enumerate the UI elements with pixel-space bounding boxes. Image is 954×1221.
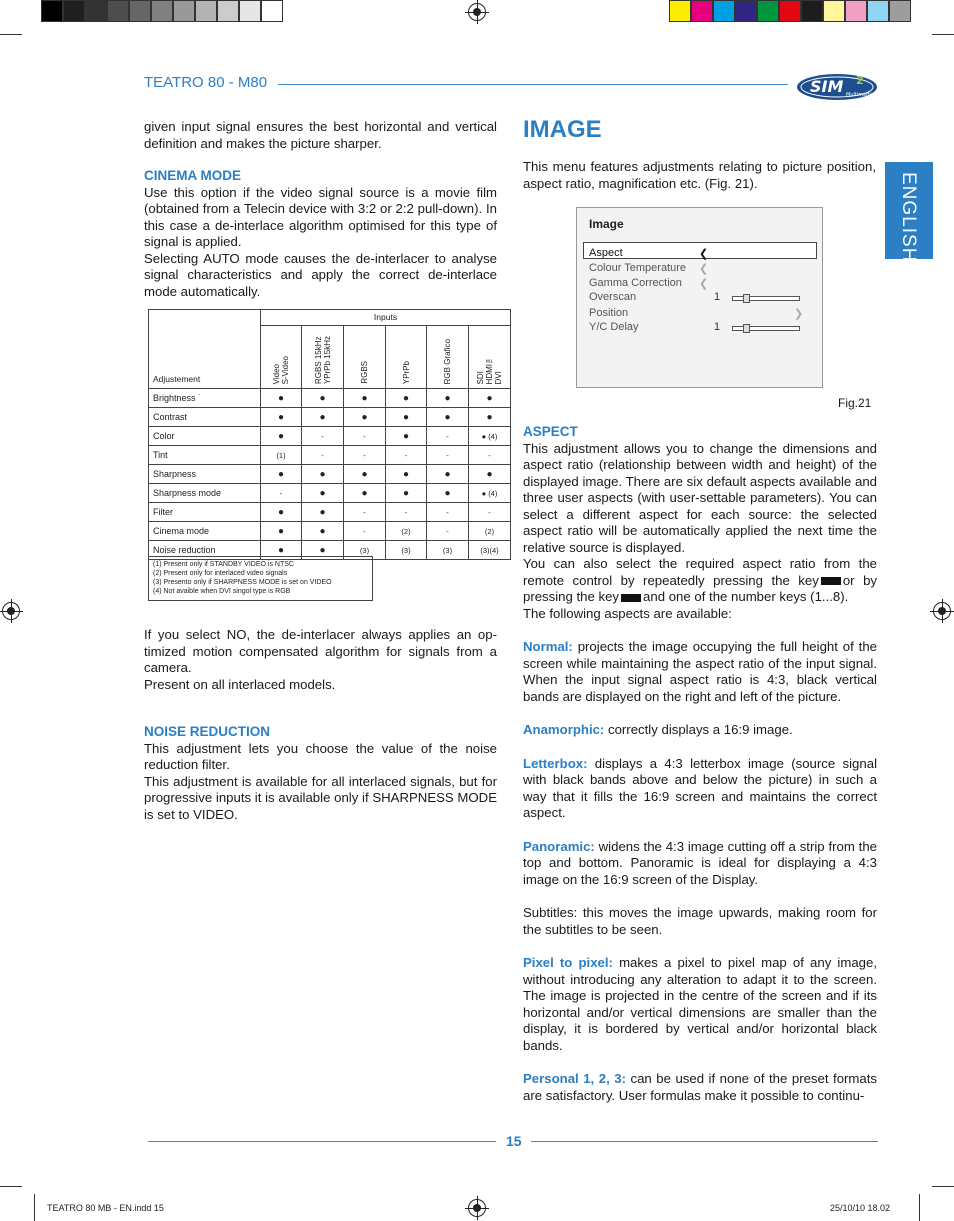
table-cell: ● <box>469 465 511 484</box>
normal-text: projects the image occupying the full height of the screen while maintaining the aspect ratio of the input signal. When the input signal aspect ratio is 4:3, black vertical bands are displayed on the right and left of the picture. <box>523 639 877 704</box>
table-cell: ● <box>261 503 302 522</box>
intro-paragraph: given input signal ensures the best horizontal and vertical definition and makes the picture sharper. <box>144 119 497 151</box>
table-cell: - <box>344 503 386 522</box>
color-swatch <box>713 0 735 22</box>
table-cell: ● <box>302 522 344 541</box>
gray-swatch <box>195 0 217 22</box>
table-cell: - <box>344 522 386 541</box>
table-cell: - <box>469 446 511 465</box>
menu-item[interactable] <box>589 277 804 291</box>
table-cell: - <box>302 446 344 465</box>
footer-rule-right <box>531 1141 878 1142</box>
table-row <box>149 408 511 427</box>
menu-item-label: Colour Temperature <box>589 262 687 274</box>
input-column-header: YPrPb <box>386 325 427 388</box>
table-cell: ● <box>302 408 344 427</box>
table-cell: ● <box>469 389 511 408</box>
menu-title: Image <box>589 217 624 231</box>
footer-rule-left <box>148 1141 496 1142</box>
color-swatch <box>823 0 845 22</box>
row-label: Color <box>149 427 261 446</box>
table-cell: ● <box>261 408 302 427</box>
no-mode-paragraph: If you select NO, the de-interlacer always applies an op-timized motion compensated algorithm for signals from a camera. <box>144 627 497 675</box>
remote-text-1: You can also select the required aspect ratio from the remote control by repeatedly pressing the key <box>523 556 877 588</box>
noise-reduction-heading: NOISE REDUCTION <box>144 724 271 739</box>
row-label: Brightness ˙ <box>149 389 261 408</box>
table-cell: ● <box>261 541 302 560</box>
cinema-mode-heading: CINEMA MODE <box>144 168 241 183</box>
color-swatch <box>669 0 691 22</box>
table-cell: - <box>427 427 469 446</box>
row-label: Filter <box>149 503 261 522</box>
overscan-slider[interactable] <box>732 296 800 301</box>
anamorphic-paragraph <box>523 722 877 739</box>
aspects-list-intro: The following aspects are available: <box>523 605 732 621</box>
table-row <box>149 522 511 541</box>
color-swatch <box>757 0 779 22</box>
table-note: (4) Not avaible when DVI singol type is RGB <box>153 588 291 595</box>
table-cell: (3) <box>427 541 469 560</box>
slider-thumb[interactable] <box>743 294 750 303</box>
gray-swatch <box>41 0 63 22</box>
table-cell: ● <box>427 389 469 408</box>
left-column <box>144 119 497 300</box>
table-cell: - <box>302 427 344 446</box>
menu-item-label: Aspect <box>589 247 623 259</box>
registration-mark-icon <box>933 602 951 620</box>
registration-mark-icon <box>468 1199 486 1217</box>
cinema-mode-paragraph-2: Selecting AUTO mode causes the de-interlacer to analyse signal characteristics and apply the correct de-interlace mode automatically. <box>144 250 497 299</box>
table-cell: - <box>344 446 386 465</box>
row-label: Cinema mode <box>149 522 261 541</box>
table-cell: ● <box>302 484 344 503</box>
registration-mark-icon <box>2 602 20 620</box>
input-column-header: RGB Grafico <box>427 325 469 388</box>
registration-mark-icon <box>468 3 486 21</box>
gray-swatch <box>261 0 283 22</box>
aspect-paragraph: This adjustment allows you to change the dimensions and aspect ratio (relationship between width and height) of the displayed image. There are six default aspects available and three user aspects (with user-settable parameters). You can select a different aspect for each source: the selected aspect ratio will be automatically applied the next time the relative source is displayed. <box>523 440 877 555</box>
chevron-left-icon: ❮ <box>699 278 709 290</box>
table-row <box>149 427 511 446</box>
anamorphic-text: correctly displays a 16:9 image. <box>604 722 793 737</box>
chevron-left-icon: ❮ <box>699 248 709 260</box>
crop-mark <box>34 1194 35 1221</box>
language-tab-label: ENGLISH <box>898 172 919 263</box>
svg-text:Multimedia: Multimedia <box>846 92 874 98</box>
normal-label: Normal: <box>523 639 573 654</box>
menu-item-value: 1 <box>714 321 721 333</box>
menu-item-label: Gamma Correction <box>589 277 682 289</box>
color-swatch <box>779 0 801 22</box>
aspect-heading: ASPECT <box>523 424 578 439</box>
row-label: Contrast <box>149 408 261 427</box>
color-swatch <box>845 0 867 22</box>
anamorphic-label: Anamorphic: <box>523 722 605 737</box>
crop-mark <box>0 1186 22 1187</box>
sim2-logo <box>796 70 878 102</box>
table-cell: ● <box>344 484 386 503</box>
pixel-text: makes a pixel to pixel map of any image, without introducing any alteration to adapt it to the screen. The image is projected in the centre of the screen and if its horizontal and/or vertical dimensions are smaller than the display, it is bordered by vertical and/or horizontal black bands. <box>523 955 877 1053</box>
slider-thumb[interactable] <box>743 324 750 333</box>
crop-mark <box>932 34 954 35</box>
table-cell: ● (4) <box>469 427 511 446</box>
letterbox-paragraph <box>523 756 877 822</box>
table-cell: ● <box>427 465 469 484</box>
personal-text: can be used if none of the preset formats are satisfactory. User formulas make it possible to continu- <box>523 1071 877 1103</box>
gray-swatch <box>85 0 107 22</box>
svg-text:SIM: SIM <box>810 77 844 96</box>
table-cell: (3) <box>344 541 386 560</box>
pixel-label: Pixel to pixel: <box>523 955 613 970</box>
row-label: Tint <box>149 446 261 465</box>
gray-swatch <box>129 0 151 22</box>
menu-item[interactable] <box>589 307 804 321</box>
svg-text:2: 2 <box>856 74 864 87</box>
noise-reduction-paragraph-2: This adjustment is available for all interlaced signals, but for progressive inputs it is available only if SHARPNESS MODE is set to VIDEO. <box>144 773 497 822</box>
table-cell: ● <box>261 522 302 541</box>
table-cell: ● <box>302 503 344 522</box>
table-cell: ● <box>386 427 427 446</box>
chevron-left-icon: ❮ <box>699 263 709 275</box>
color-swatch <box>867 0 889 22</box>
menu-item-label: Overscan <box>589 291 637 303</box>
slug-file: TEATRO 80 MB - EN.indd 15 <box>47 1203 164 1213</box>
slug-date: 25/10/10 18.02 <box>830 1203 891 1213</box>
table-cell: ● <box>386 408 427 427</box>
panoramic-paragraph <box>523 839 877 889</box>
table-cell: ● <box>386 389 427 408</box>
personal-paragraph <box>523 1071 877 1104</box>
table-cell: (3)(4) <box>469 541 511 560</box>
input-column-header: RGBS 15kHz YPrPb 15kHz <box>302 325 344 388</box>
table-cell: ● <box>427 408 469 427</box>
table-cell: ● <box>261 427 302 446</box>
table-cell: (2) <box>386 522 427 541</box>
gray-swatch <box>151 0 173 22</box>
table-cell: ● <box>344 408 386 427</box>
right-column <box>523 424 877 1104</box>
aspect-key-icon <box>821 577 841 585</box>
table-cell: ● <box>302 465 344 484</box>
chevron-right-icon: ❯ <box>794 308 804 320</box>
table-cell: ● <box>386 484 427 503</box>
table-cell: - <box>427 446 469 465</box>
left-column-lower <box>144 627 497 823</box>
input-column-header: RGBS <box>344 325 386 388</box>
gray-swatch <box>173 0 195 22</box>
gray-swatch <box>239 0 261 22</box>
table-cell: ● <box>344 465 386 484</box>
aspect-key-icon <box>621 594 641 602</box>
table-notes <box>148 556 373 601</box>
remote-text-3: and one of the number keys (1...8). <box>643 589 849 604</box>
table-cell: - <box>386 446 427 465</box>
subtitles-paragraph: Subtitles: this moves the image upwards, making room for the subtitles to be seen. <box>523 905 877 937</box>
table-cell: - <box>427 522 469 541</box>
table-note: (1) Present only if STANDBY VIDEO is NTSC <box>153 561 294 568</box>
product-header: TEATRO 80 - M80 <box>144 74 268 91</box>
table-cell: ● <box>261 465 302 484</box>
gray-swatch <box>63 0 85 22</box>
row-label: Sharpness mode <box>149 484 261 503</box>
table-cell: - <box>344 427 386 446</box>
input-column-header: SDI HDMI™ DVI <box>469 325 511 388</box>
table-cell: ● <box>344 389 386 408</box>
menu-item-value: 1 <box>714 291 721 303</box>
normal-paragraph <box>523 639 877 705</box>
table-cell: ● <box>302 541 344 560</box>
crop-mark <box>919 1194 920 1221</box>
inputs-table <box>148 309 511 560</box>
table-row <box>149 446 511 465</box>
gray-swatch <box>217 0 239 22</box>
table-cell: ● <box>261 389 302 408</box>
color-swatch <box>801 0 823 22</box>
table-cell: ● <box>469 408 511 427</box>
yc-delay-slider[interactable] <box>732 326 800 331</box>
table-cell: ● <box>302 389 344 408</box>
table-cell: (2) <box>469 522 511 541</box>
adjustment-header: Adjustement <box>149 310 261 389</box>
table-cell: ● (4) <box>469 484 511 503</box>
menu-item[interactable] <box>589 262 804 276</box>
panoramic-label: Panoramic: <box>523 838 595 854</box>
interlaced-note: Present on all interlaced models. <box>144 676 336 692</box>
color-swatch <box>735 0 757 22</box>
image-intro: This menu features adjustments relating to picture position, aspect ratio, magnification etc. (Fig. 21). <box>523 159 876 191</box>
menu-item[interactable] <box>589 247 804 261</box>
menu-item-label: Y/C Delay <box>589 321 639 333</box>
table-cell: (1) <box>261 446 302 465</box>
crop-mark <box>932 1186 954 1187</box>
figure-caption: Fig.21 <box>838 396 872 410</box>
table-cell: - <box>261 484 302 503</box>
cinema-mode-paragraph: Use this option if the video signal source is a movie film (obtained from a Telecin device with 3:2 or 2:2 pull-down). In this case a de-interlace algorithm optimised for this type of signal is applied. <box>144 184 497 249</box>
letterbox-text: displays a 4:3 letterbox image (source signal with black bands above and below the picture) in such a way that it fills the 16:9 screen and maintains the correct aspect. <box>523 755 877 820</box>
color-swatch <box>691 0 713 22</box>
pixel-paragraph <box>523 955 877 1054</box>
image-menu-screenshot <box>576 207 823 388</box>
inputs-header: Inputs <box>261 310 511 326</box>
table-cell: - <box>427 503 469 522</box>
table-row <box>149 503 511 522</box>
letterbox-label: Letterbox: <box>523 755 588 771</box>
table-cell: (3) <box>386 541 427 560</box>
input-column-header: Video S-Video <box>261 325 302 388</box>
image-section-title: IMAGE <box>523 116 602 143</box>
row-label: Sharpness <box>149 465 261 484</box>
crop-mark <box>0 34 22 35</box>
table-row <box>149 465 511 484</box>
table-cell: - <box>469 503 511 522</box>
table-cell: ● <box>427 484 469 503</box>
table-cell: ● <box>386 465 427 484</box>
gray-swatch <box>107 0 129 22</box>
remote-text-2: or by pressing the key <box>523 572 877 604</box>
table-cell: - <box>386 503 427 522</box>
personal-label: Personal 1, 2, 3: <box>523 1071 626 1086</box>
menu-item-label: Position <box>589 307 629 319</box>
table-note: (3) Presento only if SHARPNESS MODE is set on VIDEO <box>153 579 332 586</box>
header-rule <box>278 84 788 85</box>
panoramic-text: widens the 4:3 image cutting off a strip from the top and bottom. Panoramic is ideal for displaying a 4:3 image on the 16:9 screen of the Display. <box>523 838 877 887</box>
table-row <box>149 389 511 408</box>
table-row <box>149 484 511 503</box>
row-label: Noise reduction <box>149 541 261 560</box>
noise-reduction-paragraph: This adjustment lets you choose the value of the noise reduction filter. <box>144 740 497 772</box>
color-swatch <box>889 0 911 22</box>
page-number: 15 <box>506 1133 522 1149</box>
remote-paragraph <box>523 556 877 606</box>
language-tab <box>885 162 933 263</box>
table-note: (2) Present only for interlaced video signals <box>153 570 288 577</box>
